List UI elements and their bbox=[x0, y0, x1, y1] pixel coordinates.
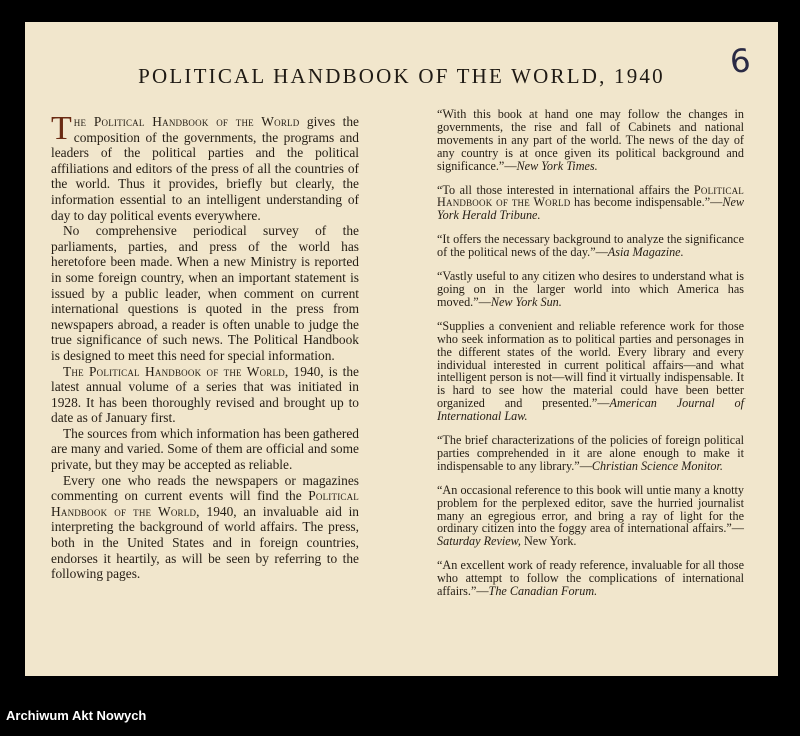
quote-source: New York Times. bbox=[516, 158, 598, 173]
book-title-smallcaps: Political Handbook of the World, bbox=[51, 488, 359, 519]
review-quote bbox=[437, 233, 744, 259]
document-page bbox=[25, 22, 778, 676]
book-title-smallcaps: he Political Handbook of the World bbox=[73, 114, 300, 129]
quote-text: “An occasional reference to this book will untie many a knotty problem for the perplexed editor, save the hurried journalist many an egregious error, and bring a ray of light for the ordinary citizen into the foggy area of international affairs.”— bbox=[437, 482, 744, 536]
book-title-smallcaps: Political Handbook of the World bbox=[437, 182, 744, 210]
quote-source: Christian Science Monitor. bbox=[591, 458, 723, 473]
paragraph-sources bbox=[51, 426, 359, 473]
quote-text: “With this book at hand one may follow the changes in governments, the rise and fall of Cabinets and national movements in any part of the world. The news of the day of any country is at once given its political background and significance.”— bbox=[437, 107, 744, 173]
quote-text: “To all those interested in international affairs the bbox=[437, 182, 694, 197]
quote-text: “Vastly useful to any citizen who desires to understand what is going on in the larger world into which America has moved.”— bbox=[437, 269, 744, 309]
quote-text: “It offers the necessary background to analyze the significance of the political news of the day.”— bbox=[437, 232, 744, 260]
handwritten-page-number: 6 bbox=[728, 41, 753, 81]
right-column-reviews bbox=[437, 108, 744, 609]
archive-watermark-label: Archiwum Akt Nowych bbox=[6, 708, 147, 723]
review-quote bbox=[437, 559, 744, 598]
quote-source: American Journal of International Law. bbox=[437, 396, 745, 424]
paragraph-text: Every one who reads the newspapers or magazines commenting on current events will find the bbox=[51, 472, 359, 504]
paragraph-edition bbox=[51, 364, 359, 426]
quote-source: The Canadian Forum. bbox=[488, 584, 598, 599]
paragraph-intro bbox=[51, 110, 359, 223]
quote-source: New York Herald Tribune. bbox=[437, 195, 744, 223]
review-quote bbox=[437, 184, 744, 223]
paragraph-text: 1940, is the latest annual volume of a series that was initiated in 1928. It has been thoroughly revised and brought up to date as of January first. bbox=[51, 363, 360, 426]
quote-text: New York. bbox=[520, 534, 577, 549]
paragraph-text: 1940, an invaluable aid in interpreting the background of world affairs. The press, both in the United States and in foreign countries, endorses it heartily, as will be seen by referring to the following pages. bbox=[51, 503, 359, 582]
quote-text: “An excellent work of ready reference, invaluable for all those who attempt to follow the complications of international affairs.”— bbox=[437, 558, 744, 599]
review-quote bbox=[437, 270, 744, 309]
review-quote bbox=[437, 434, 744, 473]
paragraph-text: gives the composition of the governments, the programs and leaders of the political parties and the political affiliations and editors of the press of all the countries of the world. Thus it provides, briefly but clearly, the information essential to an intelligent understanding of day to day political events everywhere. bbox=[51, 114, 359, 223]
quote-source: New York Sun. bbox=[490, 294, 562, 309]
quote-text: has become indispensable.”— bbox=[570, 195, 723, 210]
drop-cap: T bbox=[51, 110, 72, 147]
quote-source: Saturday Review, bbox=[437, 534, 521, 549]
quote-text: “The brief characterizations of the policies of foreign political parties comprehended in it are alone enough to make it indispensable to any library.”— bbox=[437, 433, 744, 473]
book-title-smallcaps: The Political Handbook of the World, bbox=[63, 363, 289, 379]
review-quote bbox=[437, 484, 744, 549]
quote-text: “Supplies a convenient and reliable reference work for those who seek information as to political parties and personages in the different states of the world. Every library and every individual interested in current political affairs—and what intelligent person is not—will find it virtually indispensable. It is hard to see how the material could have been better organized and presented.”— bbox=[437, 318, 744, 411]
review-quote bbox=[437, 108, 744, 173]
paragraph-survey bbox=[51, 223, 359, 363]
quote-source: Asia Magazine. bbox=[607, 245, 684, 260]
left-column bbox=[51, 110, 360, 582]
review-quote bbox=[437, 320, 744, 423]
page-title: POLITICAL HANDBOOK OF THE WORLD, 1940 bbox=[138, 64, 665, 88]
paragraph-text: No comprehensive periodical survey of the parliaments, parties, and press of the world has heretofore been made. When a new Ministry is reported in some foreign country, when an important statement is issued by a public leader, when comment on current international questions is quoted in the press from newspapers abroad, a reader is often unable to judge the true significance of such news. The Political Handbook is designed to meet this need for special information. bbox=[51, 223, 359, 363]
paragraph-text: The sources from which information has been gathered are many and varied. Some of them are official and some private, but they may be accepted as reliable. bbox=[51, 425, 359, 473]
paragraph-endorsement bbox=[51, 473, 359, 582]
